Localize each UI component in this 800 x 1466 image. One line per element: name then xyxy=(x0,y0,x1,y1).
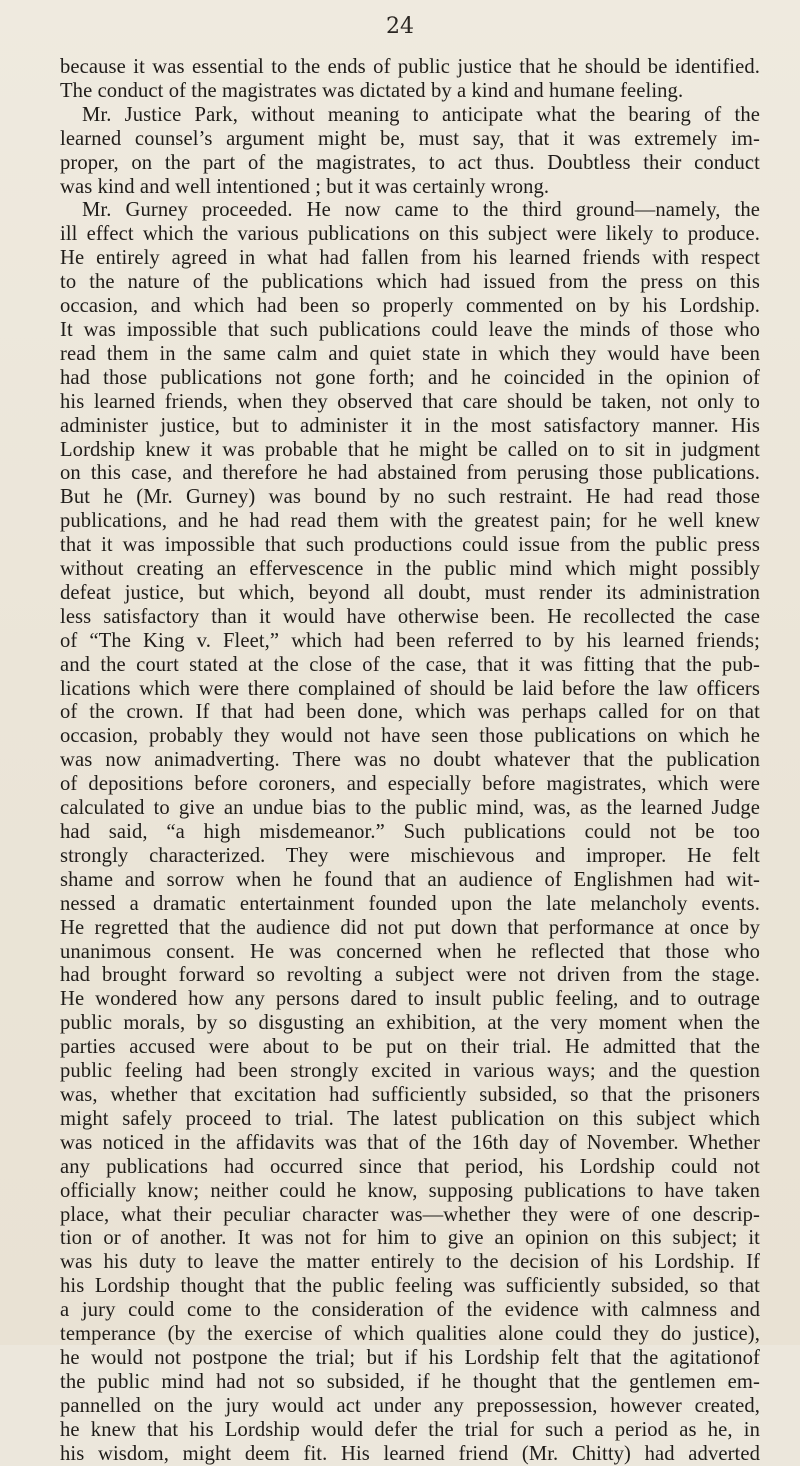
text-line: officially know; neither could he know, supposing publications to have taken xyxy=(60,1179,760,1202)
text-line: publications, and he had read them with the greatest pain; for he well knew xyxy=(60,510,760,533)
text-line: a jury could come to the consideration of the evidence with calmness and xyxy=(60,1299,760,1322)
text-line: tion or of another. It was not for him to give an opinion on this subject; it xyxy=(60,1227,760,1250)
text-line: But he (Mr. Gurney) was bound by no such restraint. He had read those xyxy=(60,486,760,509)
text-line: of “The King v. Fleet,” which had been referred to by his learned friends; xyxy=(60,629,760,652)
text-line: that it was impossible that such productions could issue from the public press xyxy=(60,534,760,557)
text-line: proper, on the part of the magistrates, to act thus. Doubtless their conduct xyxy=(60,151,760,174)
text-line: public feeling had been strongly excited in various ways; and the question xyxy=(60,1060,760,1083)
text-line: occasion, probably they would not have seen those publications on which he xyxy=(60,725,760,748)
text-line: was noticed in the affidavits was that of the 16th day of November. Whether xyxy=(60,1131,760,1154)
text-line: occasion, and which had been so properly commented on by his Lordship. xyxy=(60,295,760,318)
text-line: had those publications not gone forth; and he coincided in the opinion of xyxy=(60,366,760,389)
text-line: read them in the same calm and quiet state in which they would have been xyxy=(60,342,760,365)
text-line: his Lordship thought that the public feeling was sufficiently subsided, so that xyxy=(60,1275,760,1298)
text-line: to the nature of the publications which had issued from the press on this xyxy=(60,271,760,294)
text-line: less satisfactory than it would have otherwise been. He recollected the case xyxy=(60,605,760,628)
text-line: shame and sorrow when he found that an audience of Englishmen had wit- xyxy=(60,868,760,891)
text-line: place, what their peculiar character was—whether they were of one descrip- xyxy=(60,1203,760,1226)
text-line: without creating an effervescence in the public mind which might possibly xyxy=(60,558,760,581)
text-line: strongly characterized. They were mischievous and improper. He felt xyxy=(60,844,760,867)
text-line: He entirely agreed in what had fallen from his learned friends with respect xyxy=(60,247,760,270)
text-line: his wisdom, might deem fit. His learned friend (Mr. Chitty) had adverted xyxy=(60,1442,760,1465)
text-line: of the crown. If that had been done, which was perhaps called for on that xyxy=(60,701,760,724)
text-line: calculated to give an undue bias to the public mind, was, as the learned Judge xyxy=(60,797,760,820)
text-line: unanimous consent. He was concerned when he reflected that those who xyxy=(60,940,760,963)
page-number: 24 xyxy=(386,14,414,39)
text-line: on this case, and therefore he had abstained from perusing those publications. xyxy=(60,462,760,485)
text-line: and the court stated at the close of the case, that it was fitting that the pub- xyxy=(60,653,760,676)
text-line: learned counsel’s argument might be, must say, that it was extremely im- xyxy=(60,127,760,150)
text-line: of depositions before coroners, and especially before magistrates, which were xyxy=(60,773,760,796)
text-line: He wondered how any persons dared to insult public feeling, and to outrage xyxy=(60,988,760,1011)
text-line: he would not postpone the trial; but if his Lordship felt that the agitationof xyxy=(60,1346,760,1369)
text-line: Mr. Justice Park, without meaning to anticipate what the bearing of the xyxy=(82,103,760,126)
text-line: had said, “a high misdemeanor.” Such publications could not be too xyxy=(60,821,760,843)
text-line: might safely proceed to trial. The latest publication on this subject which xyxy=(60,1107,760,1130)
text-line: his learned friends, when they observed that care should be taken, not only to xyxy=(60,390,760,413)
text-line: had brought forward so revolting a subject were not driven from the stage. xyxy=(60,964,760,987)
text-line: because it was essential to the ends of public justice that he should be identified. xyxy=(60,56,760,78)
text-line: was now animadverting. There was no doubt whatever that the publication xyxy=(60,749,760,772)
text-line: administer justice, but to administer it in the most satisfactory manner. His xyxy=(60,414,760,437)
text-line: parties accused were about to be put on their trial. He admitted that the xyxy=(60,1036,760,1059)
text-line: was, whether that excitation had sufficiently subsided, so that the prisoners xyxy=(60,1083,760,1106)
body-text xyxy=(60,56,760,1466)
text-line: lications which were there complained of should be laid before the law officers xyxy=(60,677,760,700)
text-line: Mr. Gurney proceeded. He now came to the third ground—namely, the xyxy=(82,199,760,222)
text-line: defeat justice, but which, beyond all doubt, must render its administration xyxy=(60,581,760,604)
text-line: temperance (by the exercise of which qualities alone could they do justice), xyxy=(60,1323,760,1346)
text-line: any publications had occurred since that period, his Lordship could not xyxy=(60,1155,760,1178)
text-line: was kind and well intentioned ; but it was certainly wrong. xyxy=(60,175,550,198)
text-line: Lordship knew it was probable that he might be called on to sit in judgment xyxy=(60,438,760,461)
text-line: the public mind had not so subsided, if he thought that the gentlemen em- xyxy=(60,1370,760,1393)
text-line: It was impossible that such publications could leave the minds of those who xyxy=(60,318,760,341)
text-line: public morals, by so disgusting an exhibition, at the very moment when the xyxy=(60,1012,760,1035)
text-line: nessed a dramatic entertainment founded upon the late melancholy events. xyxy=(60,892,760,915)
text-line: He regretted that the audience did not put down that performance at once by xyxy=(60,916,760,939)
text-line: pannelled on the jury would act under any prepossession, however created, xyxy=(60,1394,760,1417)
text-line: he knew that his Lordship would defer the trial for such a period as he, in xyxy=(60,1418,760,1441)
text-line: ill effect which the various publications on this subject were likely to produce. xyxy=(60,223,760,246)
text-line: The conduct of the magistrates was dictated by a kind and humane feeling. xyxy=(60,79,684,102)
text-line: was his duty to leave the matter entirely to the decision of his Lordship. If xyxy=(60,1251,760,1274)
